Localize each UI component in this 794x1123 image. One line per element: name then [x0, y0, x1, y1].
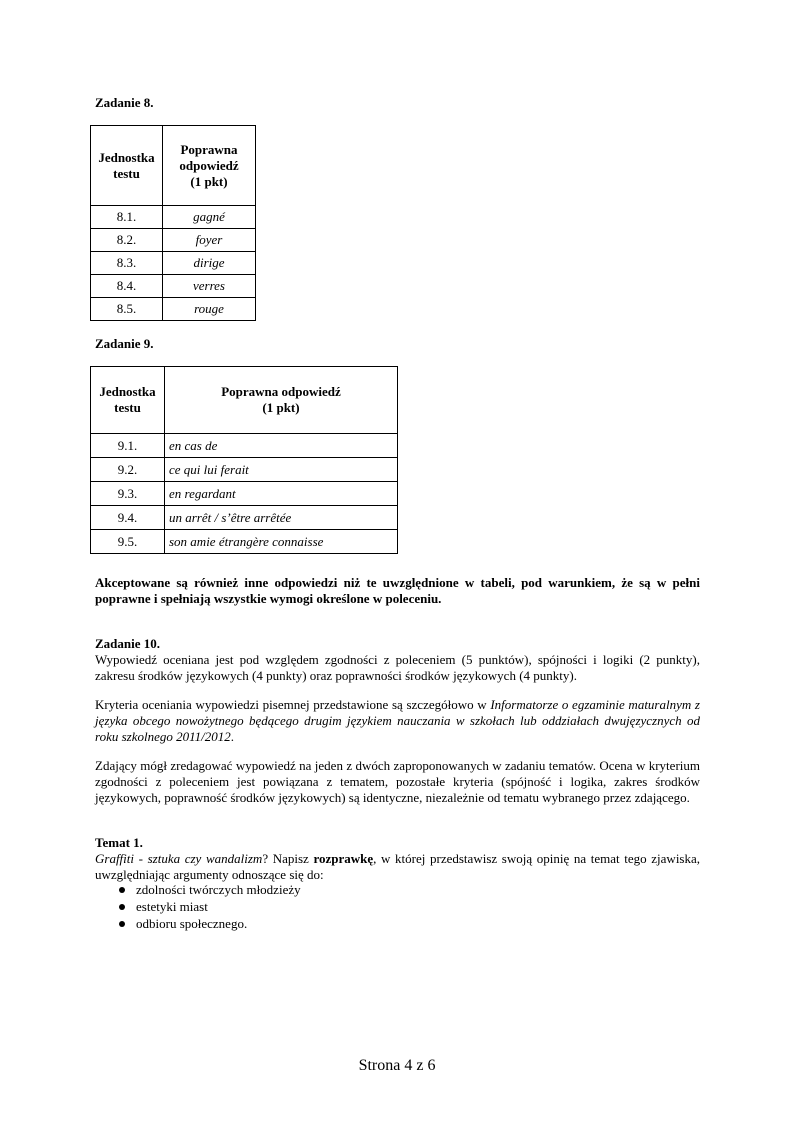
- task10-scoring-paragraph: Wypowiedź oceniana jest pod względem zgodności z poleceniem (5 punktów), spójności i logiki (2 punkty), zakresu środków językowych (4 punkty) oraz poprawności środków językowych (4 punkty).: [95, 652, 700, 683]
- table-row: [91, 482, 398, 506]
- answer-column-header: [165, 367, 398, 434]
- table-row: [91, 275, 256, 298]
- criteria-text: Kryteria oceniania wypowiedzi pisemnej przedstawione są szczegółowo w: [95, 697, 491, 712]
- topic1-prompt: [95, 851, 700, 883]
- unit-cell: 8.3.: [91, 252, 163, 275]
- table-row: [91, 229, 256, 252]
- topic1-bullet-list: [117, 882, 301, 933]
- header-line: (1 pkt): [190, 173, 228, 189]
- table-row: [91, 434, 398, 458]
- page-number: Strona 4 z 6: [358, 1057, 436, 1074]
- unit-cell: 9.1.: [91, 434, 165, 458]
- topic1-essay-type: rozprawkę: [313, 851, 374, 866]
- unit-cell: 8.2.: [91, 229, 163, 252]
- task8-table: [90, 125, 256, 321]
- answer-cell: en regardant: [165, 482, 398, 506]
- criteria-text-end: .: [230, 729, 235, 744]
- list-item: zdolności twórczych młodzieży: [117, 882, 301, 899]
- answer-cell: ce qui lui ferait: [165, 458, 398, 482]
- unit-cell: 8.4.: [91, 275, 163, 298]
- task10-topics-paragraph: Zdający mógł zredagować wypowiedź na jeden z dwóch zaproponowanych w zadaniu tematów. Ocena w kryterium zgodności z poleceniem jest powiązana z tematem, pozostałe kryteria (spójność i logika, zakres środków językowych, poprawność środków językowych) są identyczne, niezależnie od tematu wybranego przez zdającego.: [95, 758, 700, 805]
- task8-heading: Zadanie 8.: [95, 95, 154, 110]
- unit-cell: 8.1.: [91, 206, 163, 229]
- answer-cell: foyer: [163, 229, 256, 252]
- answer-cell: rouge: [163, 298, 256, 321]
- answer-cell: gagné: [163, 206, 256, 229]
- unit-cell: 9.4.: [91, 506, 165, 530]
- task9-table: [90, 366, 398, 554]
- answer-cell: un arrêt / s’être arrêtée: [165, 506, 398, 530]
- topic1-text: ? Napisz: [262, 851, 314, 866]
- header-line: testu: [114, 400, 141, 415]
- topic1-text: , w której przedstawisz swoją opinię na temat tego zjawiska, uwzględniając argumenty odnoszące się do:: [95, 851, 701, 882]
- table-row: [91, 252, 256, 275]
- header-line: Jednostka: [99, 384, 156, 399]
- unit-cell: 9.3.: [91, 482, 165, 506]
- list-item: estetyki miast: [117, 899, 301, 916]
- task9-heading: Zadanie 9.: [95, 336, 154, 351]
- table-header-row: [91, 367, 398, 434]
- unit-cell: 9.2.: [91, 458, 165, 482]
- table-row: [91, 530, 398, 554]
- unit-cell: 9.5.: [91, 530, 165, 554]
- unit-column-header: [91, 367, 165, 434]
- topic1-heading: Temat 1.: [95, 835, 143, 850]
- answer-cell: verres: [163, 275, 256, 298]
- task10-criteria-paragraph: [95, 697, 700, 745]
- header-line: testu: [113, 165, 140, 181]
- table-row: [91, 298, 256, 321]
- header-line: Jednostka: [98, 149, 155, 165]
- table-row: [91, 506, 398, 530]
- answer-cell: son amie étrangère connaisse: [165, 530, 398, 554]
- list-item: odbioru społecznego.: [117, 916, 301, 933]
- header-line: Poprawna: [180, 141, 238, 157]
- table-row: [91, 458, 398, 482]
- header-line: (1 pkt): [262, 400, 300, 415]
- unit-column-header: [91, 126, 163, 206]
- header-line: odpowiedź: [179, 157, 239, 173]
- answer-cell: en cas de: [165, 434, 398, 458]
- topic1-title: Graffiti - sztuka czy wandalizm: [95, 851, 263, 866]
- table-row: [91, 206, 256, 229]
- informator-title: Informatorze o egzaminie maturalnym z języka obcego nowożytnego będącego drugim językiem nauczania w szkołach lub oddziałach dwujęzycznych od roku szkolnego 2011/2012: [95, 697, 700, 744]
- header-line: Poprawna odpowiedź: [221, 384, 341, 399]
- table-header-row: [91, 126, 256, 206]
- task10-heading: Zadanie 10.: [95, 636, 161, 651]
- answer-column-header: [163, 126, 256, 206]
- unit-cell: 8.5.: [91, 298, 163, 321]
- accepted-answers-note: Akceptowane są również inne odpowiedzi niż te uwzględnione w tabeli, pod warunkiem, że są w pełni poprawne i spełniają wszystkie wymogi określone w poleceniu.: [95, 575, 700, 606]
- answer-cell: dirige: [163, 252, 256, 275]
